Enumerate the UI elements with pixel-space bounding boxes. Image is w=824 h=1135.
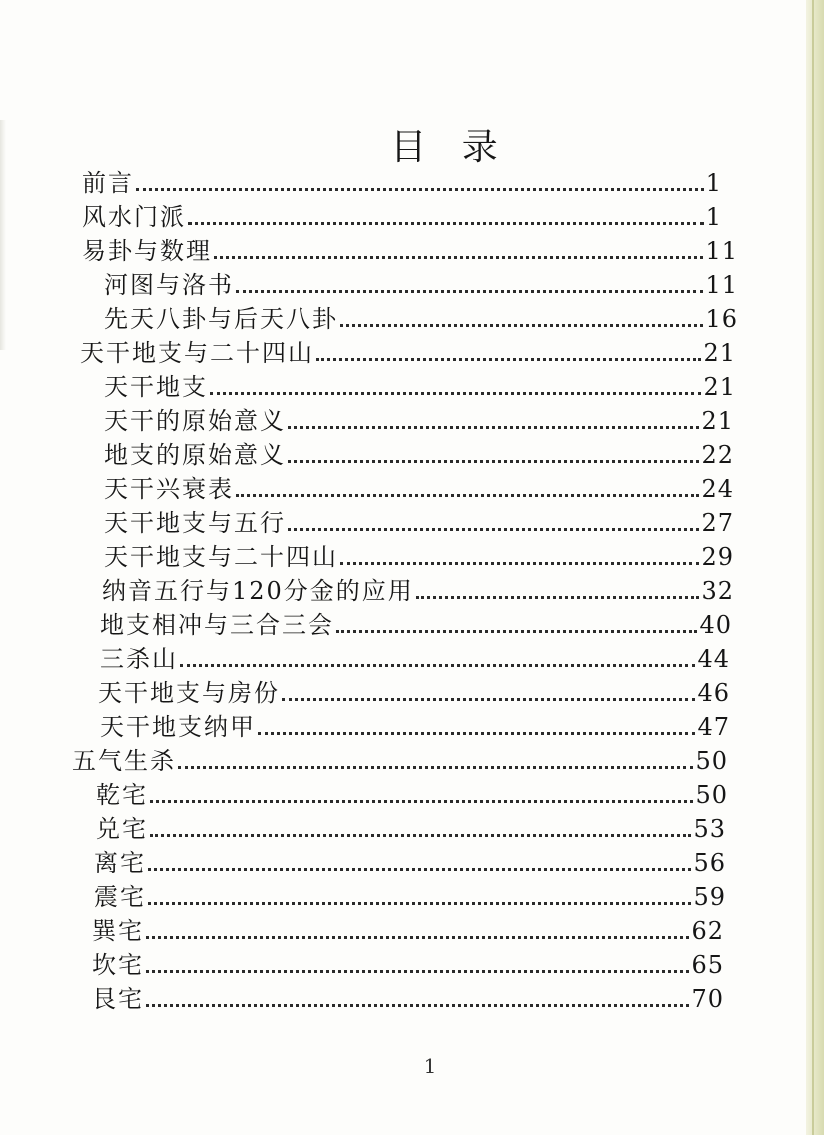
toc-entry-page-number: 65	[691, 951, 724, 979]
toc-entry	[94, 878, 726, 912]
toc-entry-page-number: 46	[697, 679, 730, 707]
toc-entry	[104, 368, 736, 402]
toc-dot-leader	[236, 290, 703, 293]
toc-dot-leader	[146, 970, 689, 973]
toc-entry	[82, 164, 722, 198]
toc-entry	[104, 300, 738, 334]
toc-entry-label: 前言	[82, 169, 134, 197]
toc-dot-leader	[148, 868, 691, 871]
toc-dot-leader	[236, 494, 699, 497]
toc-entry	[92, 912, 724, 946]
toc-entry	[104, 504, 734, 538]
page-title: 目 录	[390, 127, 510, 168]
toc-entry-page-number: 47	[697, 713, 730, 741]
toc-entry-label: 兑宅	[96, 815, 148, 843]
page-right-edge	[806, 0, 824, 1135]
toc-entry	[102, 572, 734, 606]
toc-dot-leader	[340, 324, 703, 327]
toc-dot-leader	[288, 528, 699, 531]
toc-entry-label: 易卦与数理	[82, 237, 212, 265]
toc-entry-page-number: 24	[701, 475, 734, 503]
toc-entry-page-number: 29	[701, 543, 734, 571]
toc-entry	[104, 538, 734, 572]
toc-entry-page-number: 62	[691, 917, 724, 945]
toc-entry	[96, 776, 728, 810]
toc-entry	[104, 436, 734, 470]
toc-dot-leader	[214, 256, 703, 259]
toc-entry-label: 地支相冲与三合三会	[100, 611, 334, 639]
toc-entry	[94, 844, 726, 878]
toc-entry-label: 河图与洛书	[104, 271, 234, 299]
toc-dot-leader	[150, 800, 693, 803]
toc-entry-label: 离宅	[94, 849, 146, 877]
toc-dot-leader	[258, 732, 695, 735]
toc-entry-page-number: 50	[695, 781, 728, 809]
toc-entry-label: 五气生杀	[72, 747, 176, 775]
toc-entry-label: 天干地支与二十四山	[104, 543, 338, 571]
toc-entry-label: 三杀山	[100, 645, 178, 673]
toc-dot-leader	[416, 596, 700, 599]
toc-entry-page-number: 44	[697, 645, 730, 673]
toc-entry	[100, 606, 732, 640]
toc-dot-leader	[282, 698, 695, 701]
toc-dot-leader	[180, 664, 695, 667]
toc-dot-leader	[146, 936, 689, 939]
toc-entry-label: 风水门派	[82, 203, 186, 231]
toc-entry-label: 乾宅	[96, 781, 148, 809]
toc-entry	[104, 402, 734, 436]
toc-dot-leader	[136, 188, 704, 191]
toc-entry-page-number: 40	[699, 611, 732, 639]
toc-entry-page-number: 70	[691, 985, 724, 1013]
toc-dot-leader	[178, 766, 693, 769]
toc-entry-label: 艮宅	[92, 985, 144, 1013]
toc-entry-label: 天干地支纳甲	[100, 713, 256, 741]
toc-entry	[104, 266, 738, 300]
page-folio-number: 1	[423, 1054, 437, 1078]
toc-entry-page-number: 53	[693, 815, 726, 843]
toc-entry	[98, 674, 730, 708]
toc-entry-label: 天干地支与五行	[104, 509, 286, 537]
toc-entry-page-number: 50	[695, 747, 728, 775]
toc-entry-label: 坎宅	[92, 951, 144, 979]
toc-entry	[100, 640, 730, 674]
toc-dot-leader	[316, 358, 701, 361]
toc-entry	[92, 980, 724, 1014]
toc-entry-page-number: 16	[705, 305, 738, 333]
toc-entry-label: 地支的原始意义	[104, 441, 286, 469]
toc-dot-leader	[210, 392, 701, 395]
toc-entry	[96, 810, 726, 844]
toc-dot-leader	[148, 902, 691, 905]
toc-entry-label: 纳音五行与120分金的应用	[102, 577, 414, 605]
toc-dot-leader	[340, 562, 699, 565]
toc-entry-page-number: 21	[703, 339, 736, 367]
toc-entry	[82, 198, 722, 232]
page-right-edge-line	[812, 0, 814, 1135]
toc-entry	[82, 232, 738, 266]
toc-entry-page-number: 32	[701, 577, 734, 605]
toc-entry-label: 震宅	[94, 883, 146, 911]
toc-entry-page-number: 1	[705, 203, 722, 231]
toc-dot-leader	[146, 1004, 689, 1007]
toc-entry-page-number: 22	[701, 441, 734, 469]
toc-dot-leader	[288, 426, 699, 429]
toc-entry-page-number: 27	[701, 509, 734, 537]
toc-entry-label: 天干地支	[104, 373, 208, 401]
toc-entry-page-number: 11	[705, 237, 738, 265]
toc-entry-label: 天干兴衰表	[104, 475, 234, 503]
toc-entry-page-number: 59	[693, 883, 726, 911]
toc-entry-label: 巽宅	[92, 917, 144, 945]
toc-entry	[100, 708, 730, 742]
toc-entry	[92, 946, 724, 980]
toc-dot-leader	[150, 834, 691, 837]
toc-dot-leader	[288, 460, 699, 463]
toc-entry-page-number: 1	[705, 169, 722, 197]
toc-entry-page-number: 21	[701, 407, 734, 435]
toc-entry-label: 天干的原始意义	[104, 407, 286, 435]
toc-entry	[104, 470, 734, 504]
toc-entry-page-number: 21	[703, 373, 736, 401]
toc-entry	[80, 334, 736, 368]
toc-entry-label: 天干地支与房份	[98, 679, 280, 707]
toc-entry-page-number: 56	[693, 849, 726, 877]
toc-dot-leader	[336, 630, 697, 633]
toc-dot-leader	[188, 222, 704, 225]
toc-entry-label: 先天八卦与后天八卦	[104, 305, 338, 333]
toc-entry	[72, 742, 728, 776]
toc-entry-label: 天干地支与二十四山	[80, 339, 314, 367]
toc-entry-page-number: 11	[705, 271, 738, 299]
